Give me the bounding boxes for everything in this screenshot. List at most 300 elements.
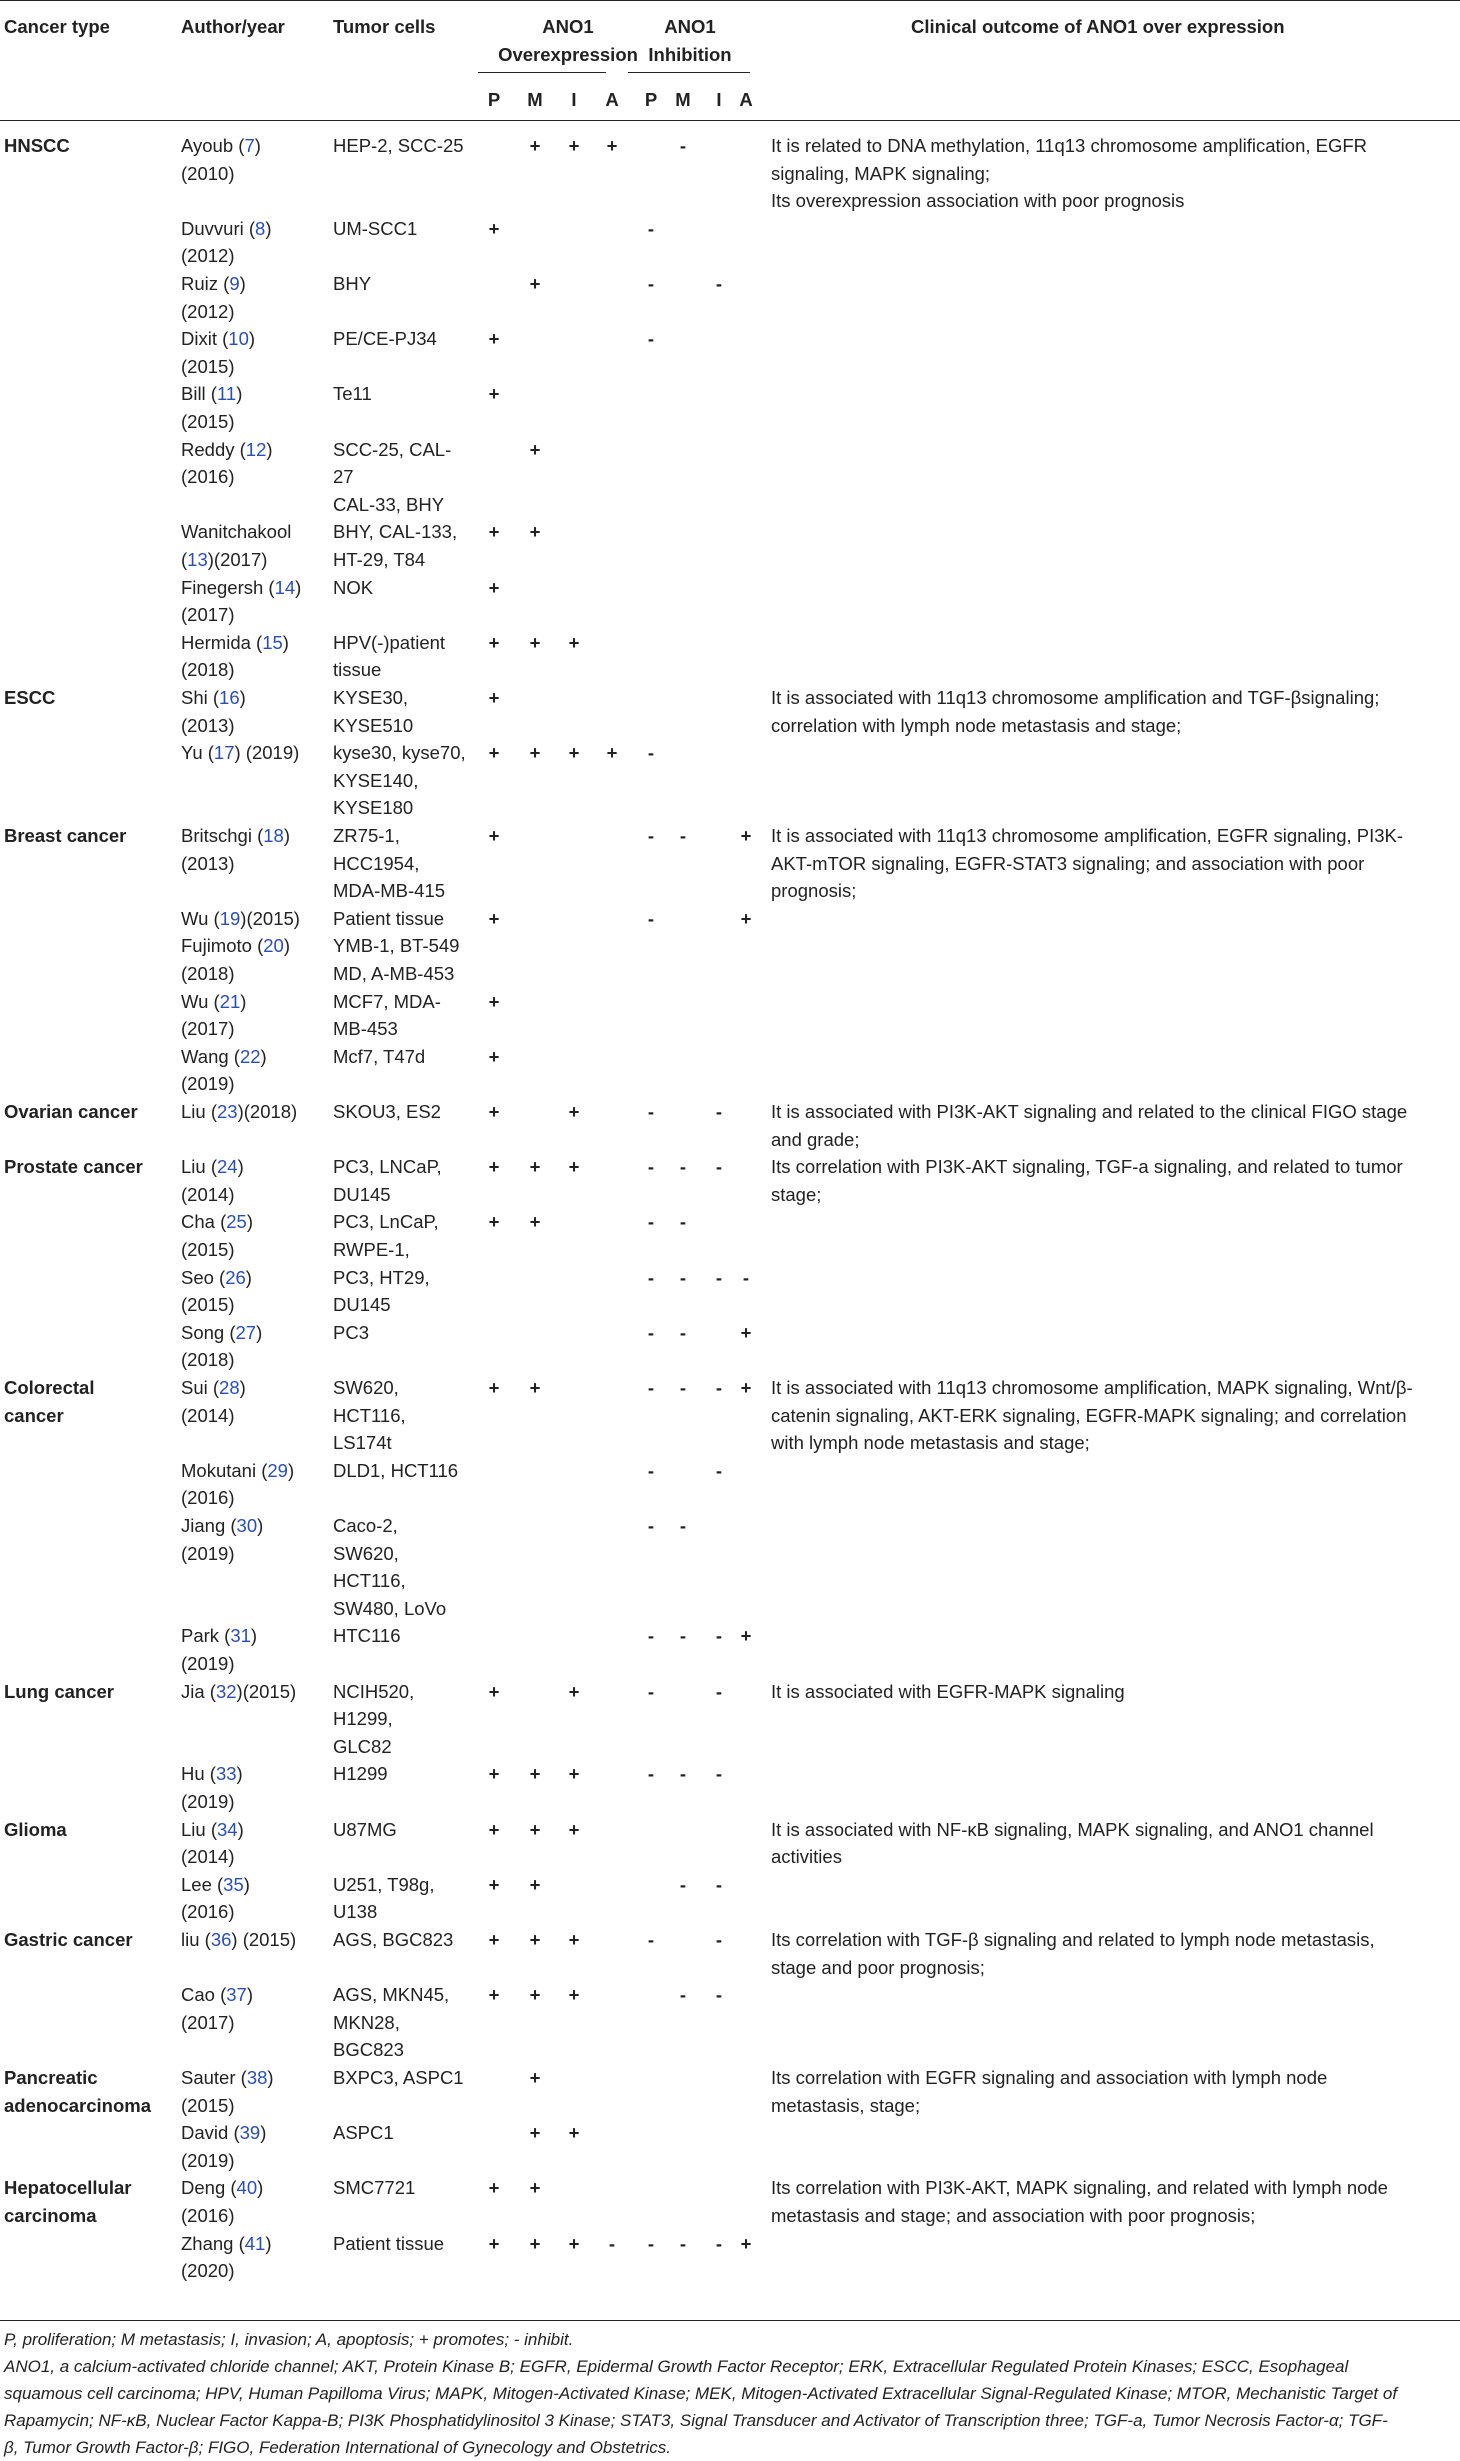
reference-link[interactable]: 26 (225, 1266, 246, 1288)
tumor-cells: KYSE140, (333, 769, 419, 791)
author-text: ) (283, 825, 290, 846)
author-text: ) (236, 1763, 243, 1785)
author-text: ) (295, 576, 302, 598)
author-text: ) (260, 2122, 267, 2144)
reference-link[interactable]: 37 (226, 1984, 247, 2006)
inhibition-mark: - (715, 1873, 723, 1895)
tumor-cells: PC3, LnCaP, (333, 1211, 439, 1233)
author-text: Ayoub ( (181, 135, 245, 156)
inhibition-mark: - (715, 1625, 723, 1647)
author-year (181, 1015, 234, 1043)
tumor-cells: SKOU3, ES2 (333, 1101, 441, 1122)
inhibition-mark: - (679, 1211, 687, 1233)
author-year (181, 712, 234, 740)
author-text: ) (237, 1156, 244, 1178)
overexpression-mark: + (529, 1763, 541, 1785)
author-text: (2019) (181, 1791, 235, 1812)
author-year (181, 408, 234, 436)
author-year (181, 2202, 234, 2230)
reference-link[interactable]: 29 (267, 1459, 288, 1481)
clinical-outcome-text: prognosis; (771, 880, 857, 902)
reference-link[interactable]: 32 (215, 1680, 237, 1702)
overexpression-mark: + (488, 383, 500, 405)
reference-link[interactable]: 7 (244, 135, 255, 156)
tumor-cells: Patient tissue (333, 2232, 445, 2254)
inhibition-mark: - (679, 1984, 687, 2006)
overexpression-mark: + (488, 1156, 500, 1178)
author-text: Duvvuri ( (181, 217, 256, 239)
author-text: Cha ( (181, 1211, 227, 1233)
inhibition-mark: - (715, 1266, 723, 1288)
header-inhibition-underline (628, 72, 750, 73)
author-text: (2017) (181, 2011, 235, 2033)
tumor-cells: UM-SCC1 (333, 217, 418, 239)
author-year (181, 1484, 234, 1512)
author-year (181, 2174, 263, 2202)
author-text: (2015) (181, 1239, 235, 1260)
reference-link[interactable]: 40 (236, 2177, 258, 2199)
tumor-cells: NOK (333, 576, 374, 598)
overexpression-mark: + (529, 631, 541, 653)
author-text: Bill ( (181, 383, 217, 405)
reference-link[interactable]: 33 (215, 1763, 237, 1785)
tumor-cells: H1299 (333, 1763, 388, 1785)
overexpression-mark: + (529, 2232, 541, 2254)
author-text: (2019) (181, 1073, 235, 1095)
author-year (181, 1981, 253, 2009)
author-text: ) (257, 2177, 264, 2199)
overexpression-mark: + (568, 135, 580, 156)
overexpression-mark: + (529, 438, 541, 460)
tumor-cells: ASPC1 (333, 2122, 394, 2144)
tumor-cells: DU145 (333, 1294, 391, 1316)
cancer-type-label: Breast cancer (4, 825, 127, 846)
author-year (181, 629, 289, 657)
author-text: (2012) (181, 300, 235, 322)
author-text: (2015) (181, 1294, 235, 1316)
author-text: Liu ( (181, 1101, 217, 1122)
tumor-cells: NCIH520, (333, 1680, 415, 1702)
author-text: ) (254, 135, 261, 156)
inhibition-mark: - (715, 1680, 723, 1702)
author-year (181, 436, 273, 464)
overexpression-mark: + (488, 907, 500, 929)
inhibition-mark: - (679, 1266, 687, 1288)
clinical-outcome-text: It is associated with NF-κB signaling, MAPK signaling, and ANO1 channel (771, 1818, 1374, 1840)
author-year (181, 1898, 234, 1926)
author-text: ) (248, 328, 256, 350)
overexpression-mark: + (529, 135, 541, 156)
author-year (181, 1540, 234, 1568)
overexpression-mark: + (488, 1873, 500, 1895)
author-text: Dixit ( (181, 328, 229, 350)
table-bottom-rule (0, 2320, 1460, 2321)
author-text: Park ( (181, 1625, 231, 1647)
tumor-cells: Mcf7, T47d (333, 1045, 426, 1067)
inhibition-mark: - (715, 1763, 723, 1785)
reference-link[interactable]: 13 (187, 549, 208, 570)
tumor-cells: PE/CE-PJ34 (333, 328, 437, 350)
reference-link[interactable]: 11 (216, 383, 237, 405)
author-text: Finegersh ( (181, 576, 275, 598)
header-cancer-type: Cancer type (4, 16, 110, 37)
overexpression-mark: + (488, 1818, 500, 1840)
overexpression-mark: + (488, 2177, 500, 2199)
inhibition-mark: + (740, 1377, 752, 1398)
author-year (181, 1843, 234, 1871)
tumor-cells: 27 (333, 466, 354, 488)
clinical-outcome-text: Its correlation with PI3K-AKT signaling, TGF-a signaling, and related to tumor (771, 1156, 1403, 1178)
author-year (181, 2230, 272, 2258)
author-year (181, 988, 246, 1016)
tumor-cells: LS174t (333, 1432, 392, 1454)
inhibition-mark: - (647, 328, 655, 350)
tumor-cells: RWPE-1, (333, 1239, 410, 1260)
author-text: (2019) (181, 1653, 235, 1674)
inhibition-mark: - (647, 273, 655, 294)
cancer-type-label: Gastric cancer (4, 1929, 133, 1950)
inhibition-mark: - (647, 1929, 655, 1950)
reference-link[interactable]: 28 (219, 1377, 240, 1398)
overexpression-mark: + (488, 1045, 500, 1067)
inhibition-mark: - (679, 1625, 687, 1647)
overexpression-mark: + (488, 217, 500, 239)
inhibition-mark: - (715, 1377, 723, 1398)
author-year (181, 518, 291, 546)
inhibition-mark: - (647, 1763, 655, 1785)
tumor-cells: CAL-33, BHY (333, 493, 445, 515)
inhibition-mark: - (647, 217, 655, 239)
overexpression-mark: + (488, 328, 500, 350)
tumor-cells: Te11 (333, 383, 372, 405)
footnote-line: Rapamycin; NF-κB, Nuclear Factor Kappa-B; PI3K Phosphatidylinositol 3 Kinase; STAT3, Signal Transducer and Activator of Transcription three; TGF-a, Tumor Necrosis Factor-α; TGF- (4, 2411, 1388, 2430)
author-year (181, 822, 290, 850)
inhibition-mark: - (679, 2232, 687, 2254)
author-text: ) (245, 1266, 252, 1288)
author-year (181, 1236, 234, 1264)
author-text: (2012) (181, 245, 235, 267)
tumor-cells: HCT116, (333, 1570, 406, 1592)
reference-link[interactable]: 21 (219, 990, 241, 1012)
tumor-cells: H1299, (333, 1708, 393, 1730)
author-text: ) (266, 438, 273, 460)
author-text: (2016) (181, 466, 235, 488)
overexpression-mark: + (529, 273, 541, 294)
overexpression-mark: + (488, 576, 500, 598)
overexpression-mark: + (488, 990, 500, 1012)
author-year (181, 1512, 263, 1540)
clinical-outcome-text: stage and poor prognosis; (771, 1956, 985, 1978)
overexpression-mark: + (488, 521, 500, 543)
author-text: (2015) (181, 2094, 235, 2116)
inhibition-mark: - (715, 1459, 723, 1481)
author-year (181, 1816, 244, 1844)
clinical-outcome-text: signaling, MAPK signaling; (771, 162, 991, 184)
reference-link[interactable]: 41 (244, 2232, 266, 2254)
reference-link[interactable]: 27 (235, 1321, 257, 1343)
author-text: (2017) (181, 1018, 235, 1040)
overexpression-mark: + (568, 1929, 580, 1950)
reference-link[interactable]: 34 (217, 1818, 238, 1840)
author-year (181, 1402, 234, 1430)
tumor-cells: DLD1, HCT116 (333, 1459, 459, 1481)
reference-link[interactable]: 25 (226, 1211, 247, 1233)
overexpression-mark: + (529, 742, 541, 764)
inhibition-mark: + (740, 1321, 752, 1343)
author-text: ) (237, 1818, 244, 1840)
author-text: ) (282, 631, 289, 653)
header-overexpression-2: Overexpression (498, 44, 638, 65)
author-text: (2014) (181, 1846, 235, 1868)
author-year (181, 1043, 267, 1071)
author-year (181, 1098, 297, 1126)
inhibition-mark: - (647, 2232, 655, 2254)
clinical-outcome-text: It is associated with 11q13 chromosome amplification and TGF-βsignaling; (771, 687, 1380, 708)
header-overexpression-1: ANO1 (542, 16, 594, 37)
author-year (181, 270, 246, 298)
clinical-outcome-text: stage; (771, 1183, 822, 1205)
author-year (181, 1208, 253, 1236)
author-text: (2017) (181, 604, 235, 626)
author-text: Sui ( (181, 1377, 220, 1398)
overexpression-mark: + (606, 742, 618, 764)
author-text: )(2015) (240, 907, 300, 929)
reference-link[interactable]: 24 (217, 1156, 238, 1178)
subheader-overexpression-a: A (605, 89, 619, 110)
cancer-type-label: Colorectal (4, 1377, 95, 1398)
author-text: Yu ( (181, 742, 214, 764)
author-year (181, 932, 290, 960)
author-text: Fujimoto ( (181, 935, 264, 957)
author-text: ) (246, 1984, 253, 2006)
author-text: Lee ( (181, 1873, 224, 1895)
tumor-cells: DU145 (333, 1183, 391, 1205)
author-text: Ruiz ( (181, 273, 230, 294)
author-year (181, 546, 267, 574)
table-top-rule (0, 0, 1460, 1)
author-text: ) (246, 1211, 253, 1233)
clinical-outcome-text: activities (771, 1846, 842, 1868)
cancer-type-label: HNSCC (4, 135, 70, 156)
tumor-cells: MKN28, (333, 2011, 400, 2033)
tumor-cells: KYSE180 (333, 797, 414, 819)
subheader-inhibition-i: I (716, 89, 722, 110)
author-year (181, 850, 234, 878)
overexpression-mark: + (529, 1984, 541, 2006)
reference-link[interactable]: 30 (236, 1515, 258, 1536)
author-text: (2014) (181, 1404, 235, 1426)
author-text: David ( (181, 2122, 240, 2144)
overexpression-mark: + (568, 1984, 580, 2006)
author-text: liu ( (181, 1929, 211, 1950)
author-text: ) (257, 1515, 264, 1536)
footnote-line: ANO1, a calcium-activated chloride channel; AKT, Protein Kinase B; EGFR, Epidermal Growth Factor Receptor; ERK, Extracellular Regulated Protein Kinases; ESCC, Esophageal (4, 2357, 1349, 2376)
author-year (181, 1153, 244, 1181)
header-inhibition-1: ANO1 (664, 16, 716, 37)
tumor-cells: HT-29, T84 (333, 549, 426, 570)
inhibition-mark: + (740, 1625, 752, 1647)
author-text: Reddy ( (181, 438, 246, 460)
author-text: Shi ( (181, 687, 220, 708)
author-text: (2019) (181, 1542, 235, 1564)
author-text: ) (2019) (234, 742, 300, 764)
inhibition-mark: - (679, 1763, 687, 1785)
author-year (181, 1926, 296, 1954)
author-year (181, 574, 301, 602)
clinical-outcome-text: and grade; (771, 1128, 860, 1150)
overexpression-mark: + (568, 1156, 580, 1178)
overexpression-mark: + (488, 825, 500, 846)
inhibition-mark: - (715, 1156, 723, 1178)
overexpression-mark: + (529, 2067, 541, 2088)
footnote-line: squamous cell carcinoma; HPV, Human Papilloma Virus; MAPK, Mitogen-Activated Kinase; MEK, Mitogen-Activated Extracellular Signal-Regulated Kinase; MTOR, Mechanistic Target of (4, 2384, 1398, 2403)
author-text: (2017) (213, 549, 268, 570)
author-year (181, 1264, 252, 1292)
reference-link[interactable]: 19 (219, 907, 241, 929)
clinical-outcome-text: correlation with lymph node metastasis and stage; (771, 714, 1182, 736)
author-text: (2016) (181, 1487, 235, 1509)
author-text: Britschgi ( (181, 825, 264, 846)
author-text: Mokutani ( (181, 1459, 268, 1481)
author-text: (2015) (181, 411, 235, 432)
tumor-cells: MD, A-MB-453 (333, 963, 455, 984)
clinical-outcome-text: Its correlation with TGF-β signaling and related to lymph node metastasis, (771, 1929, 1375, 1950)
author-year (181, 1788, 234, 1816)
inhibition-mark: - (679, 1515, 687, 1536)
author-year (181, 905, 300, 933)
overexpression-mark: + (568, 1101, 580, 1122)
author-text: )(2018) (237, 1101, 298, 1122)
tumor-cells: BHY (333, 273, 372, 294)
author-year (181, 1457, 294, 1485)
inhibition-mark: - (679, 1873, 687, 1895)
table-footnotes (0, 2326, 1460, 2461)
tumor-cells: BHY, CAL-133, (333, 521, 458, 543)
reference-link[interactable]: 14 (274, 576, 296, 598)
author-text: (2020) (181, 2260, 235, 2282)
overexpression-mark: + (488, 2232, 500, 2254)
tumor-cells: GLC82 (333, 1735, 392, 1757)
inhibition-mark: - (647, 1266, 655, 1288)
reference-link[interactable]: 9 (229, 273, 240, 294)
author-text: ) (250, 1625, 258, 1647)
reference-link[interactable]: 10 (228, 328, 249, 350)
author-year (181, 1291, 234, 1319)
reference-link[interactable]: 38 (246, 2067, 268, 2088)
author-year (181, 160, 234, 188)
subheader-inhibition-a: A (739, 89, 753, 110)
tumor-cells: Patient tissue (333, 907, 445, 929)
author-text: Wu ( (181, 990, 220, 1012)
reference-link[interactable]: 15 (262, 631, 283, 653)
reference-link[interactable]: 23 (217, 1101, 238, 1122)
tumor-cells: PC3 (333, 1321, 369, 1343)
tumor-cells: Caco-2, (333, 1515, 398, 1536)
clinical-outcome-text: It is associated with PI3K-AKT signaling and related to the clinical FIGO stage (771, 1101, 1408, 1122)
tumor-cells: KYSE510 (333, 714, 414, 736)
subheader-overexpression-p: P (487, 89, 501, 110)
clinical-outcome-text: It is associated with EGFR-MAPK signaling (771, 1680, 1125, 1702)
reference-link[interactable]: 31 (230, 1625, 251, 1647)
reference-link[interactable]: 18 (263, 825, 284, 846)
author-text: )(2015) (236, 1680, 297, 1702)
cancer-type-label: Prostate cancer (4, 1156, 143, 1178)
author-text: (2018) (181, 659, 235, 681)
author-text: ( (181, 549, 188, 570)
inhibition-mark: - (647, 1321, 655, 1343)
reference-link[interactable]: 35 (223, 1873, 244, 1895)
inhibition-mark: - (679, 1321, 687, 1343)
author-text: ) (240, 990, 247, 1012)
tumor-cells: PC3, LNCaP, (333, 1156, 442, 1178)
overexpression-mark: + (488, 1377, 500, 1398)
inhibition-mark: - (715, 1929, 723, 1950)
header-author-year: Author/year (181, 16, 285, 37)
inhibition-mark: + (740, 2232, 752, 2254)
author-year (181, 2147, 234, 2175)
reference-link[interactable]: 12 (245, 438, 267, 460)
author-text: ) (287, 1459, 295, 1481)
author-text: Cao ( (181, 1984, 227, 2006)
author-text: ) (256, 1321, 263, 1343)
tumor-cells: AGS, BGC823 (333, 1929, 454, 1950)
reference-link[interactable]: 16 (219, 687, 240, 708)
author-year (181, 1760, 243, 1788)
inhibition-mark: - (647, 1377, 655, 1398)
overexpression-mark: + (529, 1818, 541, 1840)
overexpression-mark: + (568, 2232, 580, 2254)
author-year (181, 353, 234, 381)
author-text: ) (260, 1045, 267, 1067)
inhibition-mark: + (740, 907, 752, 929)
cancer-type-label: Glioma (4, 1818, 67, 1840)
author-text: ) (207, 549, 214, 570)
inhibition-mark: - (715, 2232, 723, 2254)
author-text: (2013) (181, 714, 235, 736)
tumor-cells: ZR75-1, (333, 825, 400, 846)
footnote-abbrev-key: P, proliferation; M metastasis; I, invasion; A, apoptosis; + promotes; - inhibit. (4, 2330, 574, 2349)
author-text: Seo ( (181, 1266, 226, 1288)
reference-link[interactable]: 8 (255, 217, 266, 239)
cancer-type-label: Ovarian cancer (4, 1101, 138, 1122)
reference-link[interactable]: 39 (239, 2122, 261, 2144)
author-year (181, 242, 234, 270)
inhibition-mark: - (647, 1515, 655, 1536)
author-year (181, 656, 234, 684)
author-year (181, 960, 234, 988)
header-bottom-rule (0, 120, 1460, 121)
clinical-outcome-text: with lymph node metastasis and stage; (771, 1432, 1090, 1454)
author-text: Song ( (181, 1321, 236, 1343)
inhibition-mark: - (679, 135, 687, 156)
overexpression-mark: + (606, 135, 618, 156)
author-text: ) (239, 687, 246, 708)
author-year (181, 2119, 266, 2147)
reference-link[interactable]: 20 (263, 935, 284, 957)
reference-link[interactable]: 22 (239, 1045, 261, 1067)
inhibition-mark: + (740, 825, 752, 846)
reference-link[interactable]: 36 (210, 1929, 232, 1950)
clinical-outcome-text: metastasis, stage; (771, 2094, 921, 2116)
author-year (181, 1678, 296, 1706)
author-text: (2015) (181, 355, 235, 377)
author-text: Deng ( (181, 2177, 237, 2199)
cancer-type-label: cancer (4, 1404, 64, 1426)
inhibition-mark: - (647, 1625, 655, 1647)
reference-link[interactable]: 17 (213, 742, 235, 764)
author-year (181, 1871, 250, 1899)
overexpression-mark: + (568, 1680, 580, 1702)
